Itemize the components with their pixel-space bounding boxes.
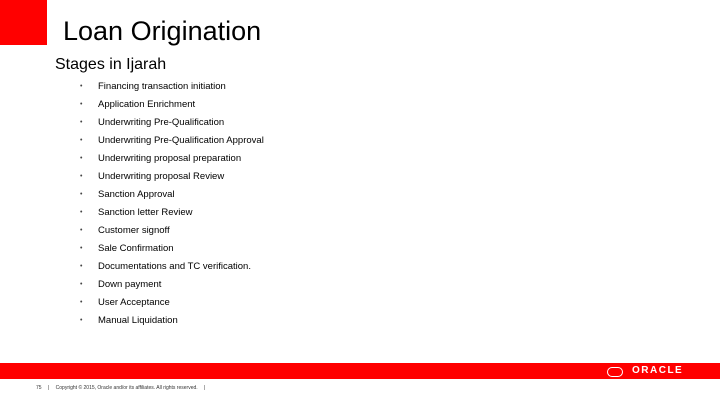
copyright-text: Copyright © 2015, Oracle and/or its affiliates. All rights reserved. <box>55 385 198 391</box>
list-item-text: Underwriting Pre-Qualification Approval <box>98 135 264 146</box>
list-item-text: Underwriting proposal Review <box>98 171 225 182</box>
list-item-text: Customer signoff <box>98 225 170 236</box>
footer <box>36 383 210 393</box>
bullet-icon: • <box>80 245 83 252</box>
bullet-icon: • <box>80 281 83 288</box>
list-item-text: Sale Confirmation <box>98 243 174 254</box>
slide-title: Loan Origination <box>63 16 262 46</box>
slide-subtitle: Stages in Ijarah <box>55 56 167 73</box>
list-item-text: Documentations and TC verification. <box>98 261 251 272</box>
bullet-icon: • <box>80 155 83 162</box>
bullet-icon: • <box>80 209 83 216</box>
bullet-icon: • <box>80 101 83 108</box>
list-item-text: Underwriting proposal preparation <box>98 153 242 164</box>
bullet-icon: • <box>80 191 83 198</box>
list-item-text: User Acceptance <box>98 297 170 308</box>
list-item-text: Underwriting Pre-Qualification <box>98 117 225 128</box>
bullet-icon: • <box>80 227 83 234</box>
bullet-icon: • <box>80 299 83 306</box>
page-number: 75 <box>36 385 42 391</box>
list-item-text: Application Enrichment <box>98 99 196 110</box>
accent-block <box>0 0 47 45</box>
oracle-logo-icon <box>607 367 623 377</box>
bullet-icon: • <box>80 317 83 324</box>
list-item-text: Down payment <box>98 279 162 290</box>
list-item-text: Sanction Approval <box>98 189 175 200</box>
bullet-icon: • <box>80 137 83 144</box>
bullet-icon: • <box>80 83 83 90</box>
bullet-icon: • <box>80 173 83 180</box>
divider: | <box>204 385 206 391</box>
bullet-icon: • <box>80 119 83 126</box>
bullet-icon: • <box>80 263 83 270</box>
list-item-text: Financing transaction initiation <box>98 81 226 92</box>
oracle-logo: ORACLE <box>632 365 684 376</box>
list-item-text: Sanction letter Review <box>98 207 193 218</box>
list-item-text: Manual Liquidation <box>98 315 178 326</box>
divider: | <box>47 385 50 391</box>
